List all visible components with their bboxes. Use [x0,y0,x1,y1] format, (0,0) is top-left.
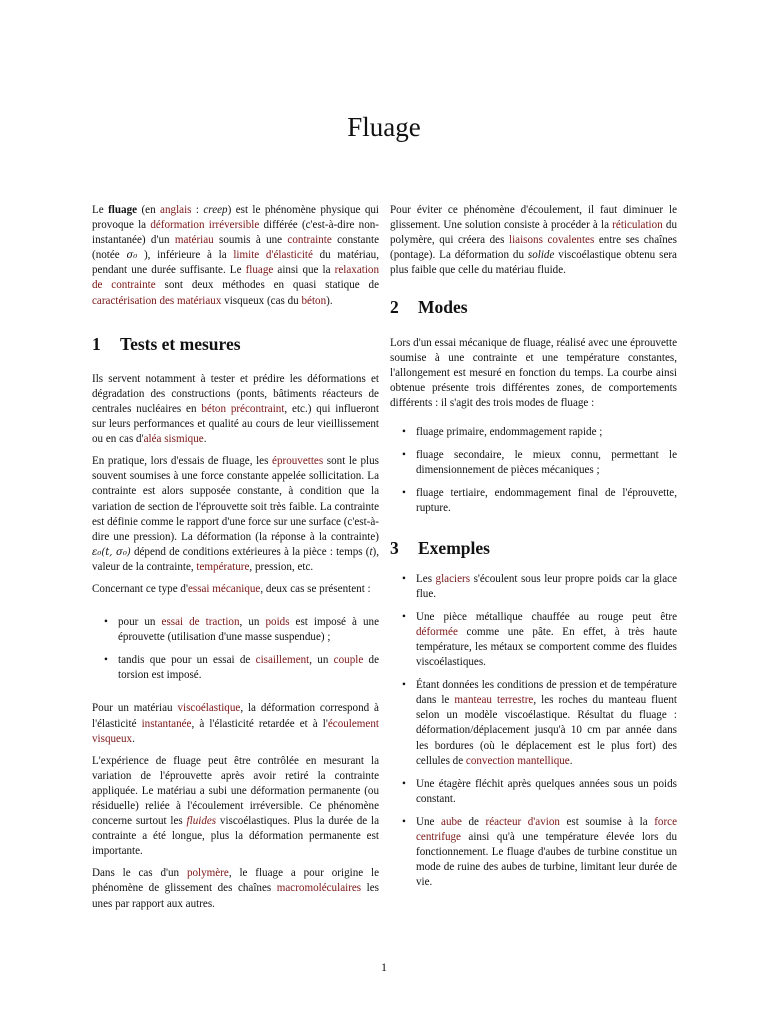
page-number: 1 [381,960,387,974]
link-beton[interactable]: béton [301,294,327,307]
link-fluage[interactable]: fluage [245,264,274,277]
list-item: • fluage primaire, endommagement rapide ; [390,425,677,440]
link-materiau[interactable]: matériau [174,234,214,247]
link-manteau-terrestre[interactable]: manteau terrestre [454,694,534,707]
link-polymere[interactable]: polymère [186,867,229,880]
link-temperature[interactable]: température [196,560,250,573]
link-force-centrifuge[interactable]: force centrifuge [416,815,677,843]
link-ecoulement-visqueux[interactable]: écoulement visqueux [92,717,379,745]
modes-list [390,425,677,516]
intro-paragraph: Le fluage (en anglais : creep) est le phénomène physique qui provoque la déformation irréversible différée (c'est-à-dire non-instantanée) d'un matériau soumis à une contrainte constante (notée σ₀ ), inférieure à la limite d'élasticité du matériau, pendant une durée suffisante. Le fluage ainsi que la relaxation de contrainte sont deux méthodes en quasi statique de caractérisation des matériaux visqueux (cas du béton). [92,204,380,307]
link-cisaillement[interactable]: cisaillement [255,654,310,667]
list-item: • Une aube de réacteur d'avion est soumise à la force centrifuge ainsi qu'à une température élevée lors du fonctionnement. Le fluage d'aubes de turbine constitue un mode de ruine des aubes de turbine, limitant leur durée de vie. [390,815,677,890]
paragraph: Ils servent notamment à tester et prédire les déformations et dégradation des constructions (ponts, bâtiments réacteurs de centrales nucléaires en béton précontraint, etc.) qui influeront sur leurs performances et qualité au cours de leur vieillissement ou en cas d'aléa sismique. [92,372,379,446]
paragraph: Pour un matériau viscoélastique, la déformation correspond à l'élasticité instantanée, à l'élasticité retardée et à l'écoulement visqueux. [92,702,379,745]
link-deformation-irreversible[interactable]: déformation irréversible [150,219,260,232]
link-instantanee[interactable]: instantanée [141,717,192,730]
right-column [390,203,677,898]
link-reacteur-avion[interactable]: réacteur d'avion [485,815,560,828]
link-convection-mantellique[interactable]: convection mantellique [465,754,570,767]
link-relaxation[interactable]: relaxation de contrainte [92,264,380,292]
list-item: • fluage secondaire, le mieux connu, permettant le dimensionnement de pièces mécaniques ; [390,448,677,478]
list-item: • Les glaciers s'écoulent sous leur propre poids car la glace flue. [390,572,677,602]
paragraph: Dans le cas d'un polymère, le fluage a pour origine le phénomène de glissement des chaînes macromoléculaires les unes par rapport aux autres. [92,867,379,910]
link-couple[interactable]: couple [333,654,364,667]
link-macromoleculaires[interactable]: macromoléculaires [276,882,362,895]
link-alea-sismique[interactable]: aléa sismique [143,433,204,446]
link-aube[interactable]: aube [441,815,462,828]
link-deformee[interactable]: déformée [416,625,458,638]
section-heading-tests: 1 Tests et mesures [92,333,241,354]
link-glaciers[interactable]: glaciers [435,572,471,585]
list-item: • Une pièce métallique chauffée au rouge peut être déformée comme une pâte. En effet, à très haute température, les métaux se comportent comme des fluides viscoélastiques. [390,610,677,670]
math-epsilon0: ε₀(t, σ₀) [92,546,131,558]
section-heading-exemples: 3 Exemples [390,537,490,558]
link-essai-mecanique[interactable]: essai mécanique [187,582,261,595]
page-title: Fluage [347,112,421,142]
paragraph: Concernant ce type d'essai mécanique, deux cas se présentent : [92,582,371,595]
link-contrainte[interactable]: contrainte [287,234,332,247]
paragraph: En pratique, lors d'essais de fluage, les éprouvettes sont le plus souvent soumises à une force constante appelée sollicitation. La contrainte est alors supposée constante, à condition que la variation de section de l'éprouvette soit très faible. La contrainte est définie comme le rapport d'une force sur une surface (c'est-à-dire une pression). La déformation (la réponse à la contrainte) ε₀(t, σ₀) dépend de conditions extérieures à la pièce : temps (t), valeur de la contrainte, température, pression, etc. [92,455,379,573]
link-limite-elasticite[interactable]: limite d'élasticité [233,249,313,262]
examples-list [390,572,677,891]
link-essai-traction[interactable]: essai de traction [161,616,240,629]
paragraph: L'expérience de fluage peut être contrôlée en mesurant la variation de l'éprouvette après avoir retiré la contrainte appliquée. Le matériau a subi une déformation permanente (ou résiduelle) reliée à l'écoulement irréversible. Ce phénomène concerne surtout les fluides viscoélastiques. Plus la durée de la contrainte a été longue, plus la déformation permanente est importante. [92,754,379,858]
link-anglais[interactable]: anglais [160,204,192,216]
term-fluage: fluage [108,204,138,216]
list-item: • Une étagère fléchit après quelques années sous un poids constant. [390,777,677,807]
link-reticulation[interactable]: réticulation [612,219,663,232]
link-fluides[interactable]: fluides [186,815,217,828]
link-liaisons-covalentes[interactable]: liaisons covalentes [509,234,595,247]
link-poids[interactable]: poids [265,616,290,629]
link-eprouvettes[interactable]: éprouvettes [272,455,324,468]
math-sigma0: σ₀ [126,250,138,262]
section-heading-modes: 2 Modes [390,297,468,318]
list-item: • fluage tertiaire, endommagement final de l'éprouvette, rupture. [390,486,677,516]
link-viscoelastique[interactable]: viscoélastique [177,702,241,715]
link-beton-precontraint[interactable]: béton précontraint [201,402,285,415]
link-caracterisation[interactable]: caractérisation des matériaux [92,294,222,307]
left-column [92,203,379,919]
paragraph: Pour éviter ce phénomène d'écoulement, il faut diminuer le glissement. Une solution consiste à procéder à la réticulation du polymère, qui créera des liaisons covalentes entre ses chaînes (pontage). La déformation du solide viscoélastique obtenu sera plus faible que celle du matériau fluide. [390,204,677,277]
paragraph: Lors d'un essai mécanique de fluage, réalisé avec une éprouvette soumise à une contrainte et une température constantes, l'allongement est mesuré en fonction du temps. La courbe ainsi obtenue présente trois différentes zones, de comportements différents : il s'agit des trois modes de fluage : [390,336,677,409]
list-item: • Étant données les conditions de pression et de température dans le manteau terrestre, les roches du manteau fluent selon un modèle viscoélastique. Résultat du fluage : déformation/déplacement jusqu'à 10 cm par année dans les bordures (où le déplacement est le plus fort) des cellules de convection mantellique. [390,678,677,769]
list-item: • pour un essai de traction, un poids est imposé à une éprouvette (utilisation d'une masse suspendue) ; [92,615,379,645]
list-item: • tandis que pour un essai de cisaillement, un couple de torsion est imposé. [92,653,379,683]
cases-list [92,615,379,683]
